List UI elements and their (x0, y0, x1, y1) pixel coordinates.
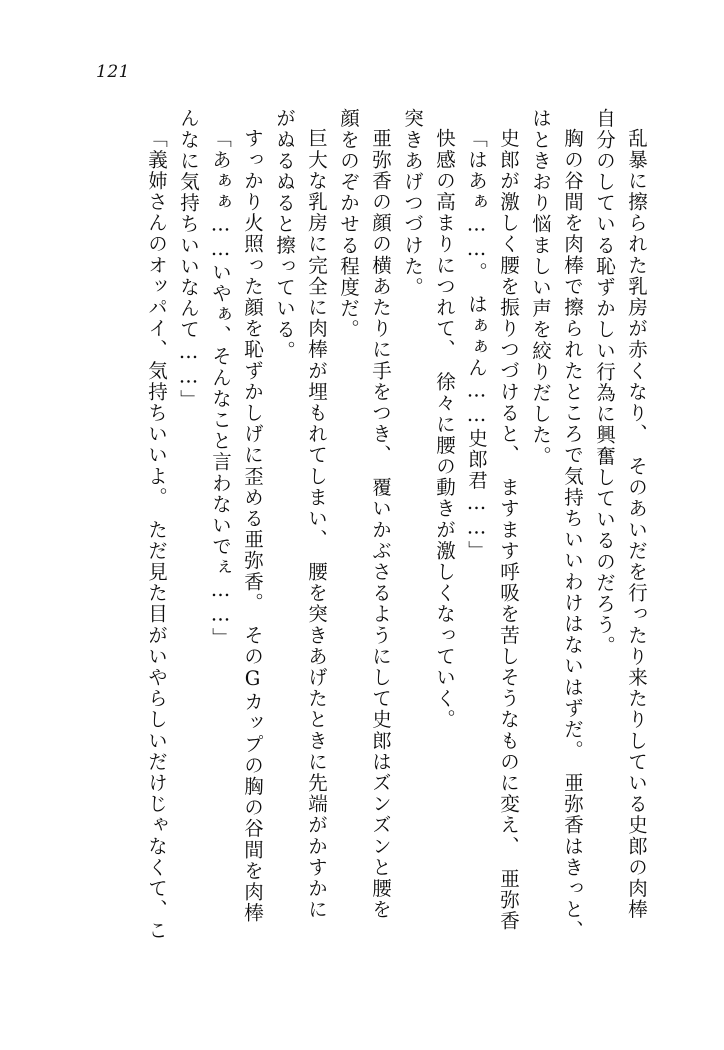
text-column: 史郎が激しく腰を振りつづけると、 ますます呼吸を苦しそうなものに変え、 亜弥香 (497, 128, 520, 932)
text-column: 乱暴に擦られた乳房が赤くなり、 そのあいだを行ったり来たりしている史郎の肉棒 (625, 128, 648, 921)
text-column: 「あぁぁ……いやぁ、そんなこと言わないでぇ……」 (209, 128, 232, 649)
text-column: 亜弥香の顔の横あたりに手をつき、 覆いかぶさるようにして史郎はズンズンと腰を (369, 128, 392, 921)
vertical-text-block (147, 108, 647, 968)
text-column: はときおり悩ましい声を絞りだした。 (529, 108, 552, 467)
text-column: 顔をのぞかせる程度だ。 (337, 108, 360, 341)
page-number: 121 (96, 62, 130, 82)
text-column: 「はあぁ……。 はぁぁん……史郎君……」 (465, 128, 488, 562)
text-column: んなに気持ちいいなんて……」 (177, 108, 200, 411)
text-column: すっかり火照った顔を恥ずかしげに歪める亜弥香。 そのGカップの胸の谷間を肉棒 (241, 128, 264, 924)
text-column: 「義姉さんのオッパイ、気持ちいいよ。 ただ見た目がいやらしいだけじゃなくて、こ (145, 128, 168, 942)
text-column: がぬるぬると擦っている。 (273, 108, 296, 362)
text-column: 胸の谷間を肉棒で擦られたところで気持ちいいわけはないはずだ。 亜弥香はきっと、 (561, 128, 584, 942)
text-column: 快感の高まりにつれて、 徐々に腰の動きが激しくなっていく。 (433, 128, 456, 731)
text-column: 突きあげつづけた。 (401, 108, 424, 298)
text-column: 自分のしている恥ずかしい行為に興奮しているのだろう。 (593, 108, 616, 657)
text-column: 巨大な乳房に完全に肉棒が埋もれてしまい、 腰を突きあげたときに先端がかすかに (305, 128, 328, 921)
